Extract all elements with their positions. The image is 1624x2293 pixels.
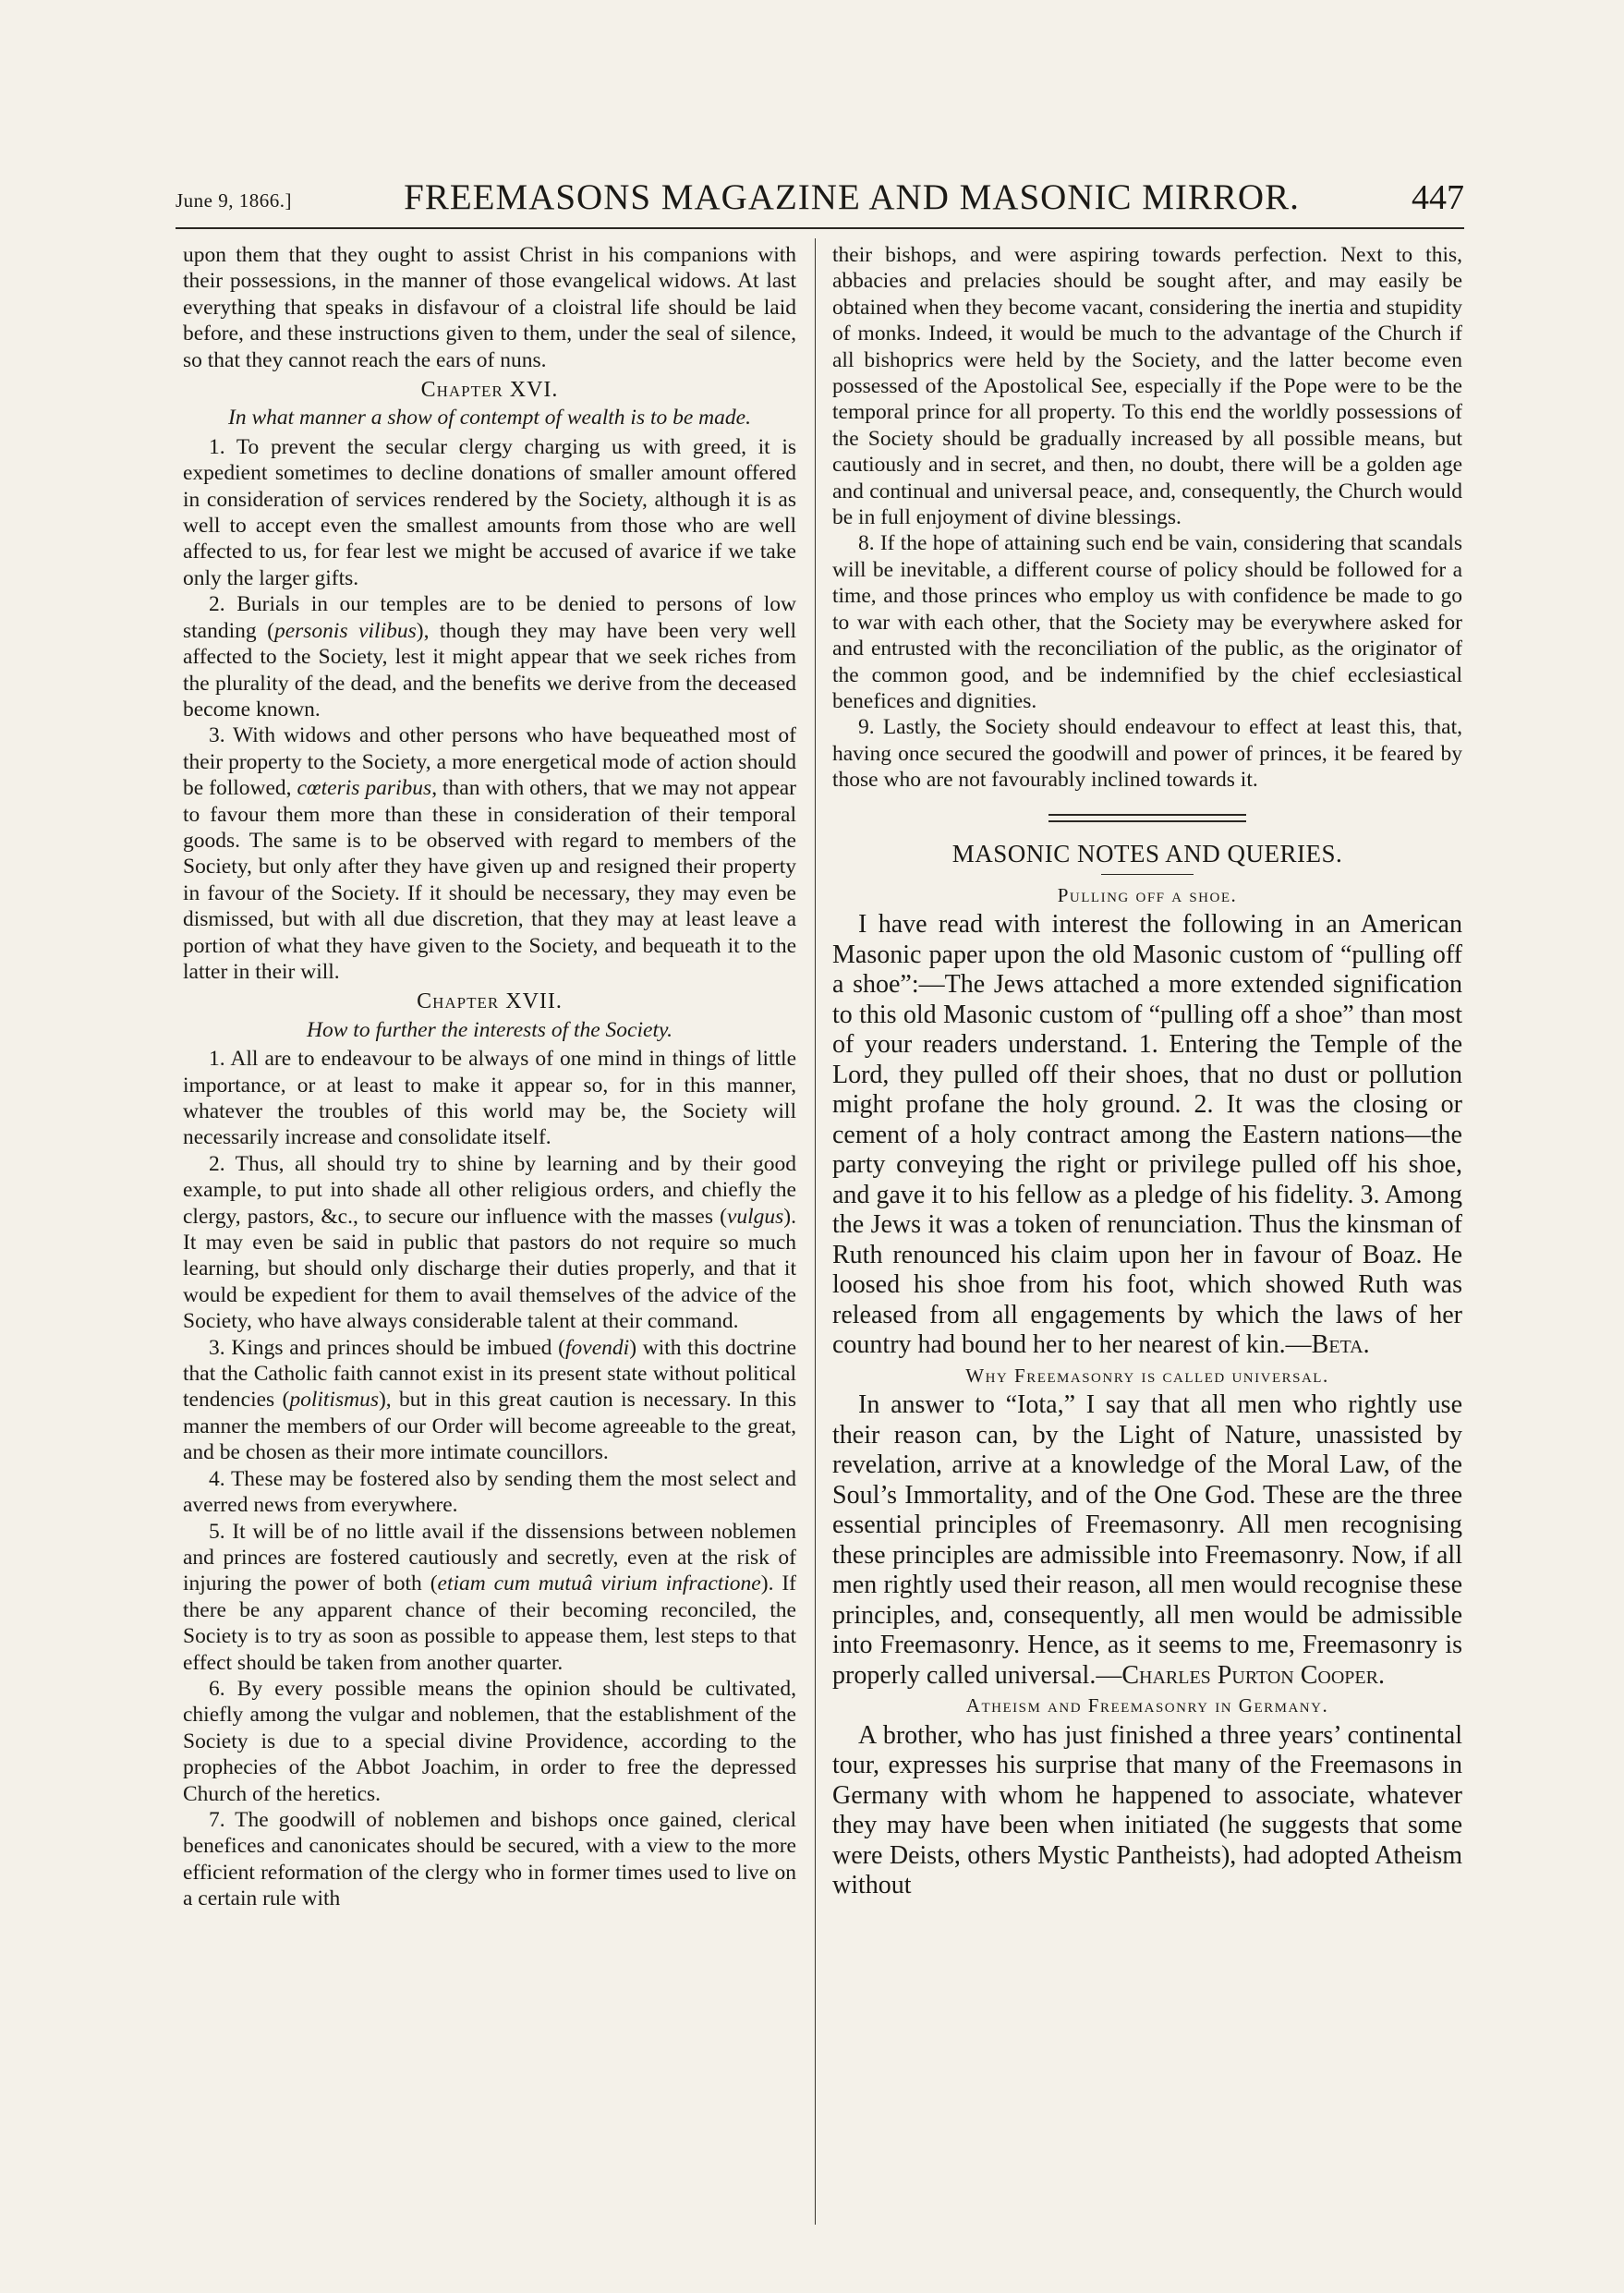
page-number: 447: [1412, 178, 1464, 217]
text-run: 3. With widows and other persons who have bequeathed most of their property to the Society, a more energetical mode of action should be followed,: [183, 723, 796, 801]
paragraph: [832, 910, 1462, 1361]
subsection-heading: Why Freemasonry is called universal.: [965, 1364, 1329, 1387]
text-run: ). If there be any apparent chance of their becoming reconciled, the Society is to try as soon as possible to appease them, lest steps to that effect should be taken from another quarter.: [183, 1571, 797, 1675]
paragraph: 8. If the hope of attaining such end be vain, considering that scandals will be inevitable, a different course of policy should be followed for a time, and those princes who employ us with confidence be made to go to war with each other, that the Society may be everywhere asked for and entrusted with the reconciliation of the public, as the originator of the common good, and be indemnified by the chief ecclesiastical benefices and dignities.: [832, 531, 1462, 713]
text-run: , than with others, that we may not appear to favour them more than these in consideration of their temporal goods. The same is to be observed with regard to members of the Society, but only after they have given up and resigned their property in favour of the Society. If it should be necessary, they may even be dismissed, but with all due discretion, that they may at least leave a portion of what they have given to the Society, and bequeath it to the latter in their will.: [183, 776, 796, 984]
paragraph: 7. The goodwill of noblemen and bishops once gained, clerical benefices and canonicates should be secured, with a view to the more efficient reformation of the clergy who in former times used to live on a certain rule with: [183, 1807, 796, 1911]
right-column: [832, 242, 1462, 1901]
signature: Charles Purton Cooper.: [1121, 1660, 1385, 1690]
chapter-subtitle: How to further the interests of the Society.: [307, 1017, 673, 1042]
paragraph: [183, 591, 796, 722]
subsection-heading: Atheism and Freemasonry in Germany.: [965, 1694, 1329, 1717]
text-run: In answer to “Iota,” I say that all men who rightly use their reason can, by the Light of Nature, unassisted by revelation, arrive at a knowledge of the Moral Law, of the Soul’s Immortality, and of the One God. These are the three essential principles of Freemasonry. All men recognising these principles are admissible into Freemasonry. Now, if all men rightly used their reason, all men would recognise these principles, and, consequently, all men would be admissible into Freemasonry. Hence, as it seems to me, Freemasonry is properly called universal.—: [832, 1390, 1462, 1690]
text-run: ) with this doctrine that the Catholic faith cannot exist in its present state without political tendencies (: [183, 1335, 796, 1413]
chapter-heading: Chapter XVII.: [417, 989, 563, 1014]
latin-term: cœteris paribus: [297, 776, 432, 801]
text-run: 5. It will be of no little avail if the dissensions between noblemen and princes are fostered cautiously and secretly, even at the risk of injuring the power of both (: [183, 1519, 796, 1596]
text-run: ), though they may have been very well affected to the Society, lest it might appear that we seek riches from the plurality of the dead, and the benefits we derive from the deceased become known.: [183, 618, 796, 722]
latin-term: vulgus: [726, 1204, 784, 1229]
paragraph: their bishops, and were aspiring towards perfection. Next to this, abbacies and prelacies should be sought after, and may easily be obtained when they become vacant, considering the inertia and stupidity of monks. Indeed, it would be much to the advantage of the Church if all bishoprics were held by the Society, and the latter become even possessed of the Apostolical See, especially if the Pope were to be the temporal prince for all property. To this end the worldly possessions of the Society should be gradually increased by all possible means, but cautiously and in secret, and then, no doubt, there will be a golden age and continual and universal peace, and, consequently, the Church would be in full enjoyment of divine blessings.: [832, 243, 1462, 530]
paragraph: 4. These may be fostered also by sending them the most select and averred news from everywhere.: [183, 1466, 796, 1518]
text-run: ). It may even be said in public that pastors do not require so much learning, but should only discharge their duties properly, and that it would be expedient for them to avail themselves of the advice of the Society, who have always considerable talent at their command.: [183, 1204, 796, 1334]
header-rule: [176, 227, 1464, 229]
subsection-heading: Pulling off a shoe.: [1057, 883, 1238, 906]
section-divider: [1048, 814, 1246, 822]
latin-term: politismus: [289, 1388, 379, 1413]
latin-term: fovendi: [565, 1335, 630, 1360]
paragraph: 1. To prevent the secular clergy charging us with greed, it is expedient sometimes to decline donations of smaller amount offered in consideration of services rendered by the Society, although it is as well to accept even the smallest amounts from those who are well affected to us, for fear lest we might be accused of avarice if we take only the larger gifts.: [183, 434, 796, 590]
paragraph: 6. By every possible means the opinion should be cultivated, chiefly among the vulgar and noblemen, that the establishment of the Society is due to a special divine Providence, according to the prophecies of the Abbot Joachim, in order to free the depressed Church of the heretics.: [183, 1676, 796, 1806]
text-run: 3. Kings and princes should be imbued (: [209, 1335, 566, 1360]
chapter-heading: Chapter XVI.: [420, 378, 559, 403]
page-header: [176, 163, 1464, 218]
left-column: [183, 242, 796, 1912]
latin-term: etiam cum mutuâ virium infractione: [437, 1571, 761, 1596]
issue-date: June 9, 1866.]: [176, 189, 292, 212]
paragraph: [183, 1519, 796, 1676]
column-divider: [815, 238, 816, 2225]
signature: Beta.: [1311, 1330, 1370, 1360]
paragraph: [832, 1390, 1462, 1691]
paragraph: A brother, who has just finished a three years’ continental tour, expresses his surprise that many of the Freemasons in Germany with whom he happened to associate, whatever they may have been when initiated (he suggests that some were Deists, others Mystic Pantheists), had adopted Atheism without: [832, 1720, 1462, 1900]
text-run: I have read with interest the following in an American Masonic paper upon the old Masonic custom of “pulling off a shoe”:—The Jews attached a more extended signification to this old Masonic custom of “pulling off a shoe” than most of your readers understand. 1. Entering the Temple of the Lord, they pulled off their shoes, that no dust or pollution might profane the holy ground. 2. It was the closing or cement of a holy contract among the Eastern nations—the party conveying the right or privilege pulled off his shoe, and gave it to his fellow as a pledge of his fidelity. 3. Among the Jews it was a token of renunciation. Thus the kinsman of Ruth renounced his claim upon her in favour of Boaz. He loosed his shoe from his foot, which showed Ruth was released from all engagements by which the laws of her country had bound her to her nearest of kin.—: [832, 910, 1462, 1360]
text-run: ), but in this great caution is necessary. In this manner the members of our Order will become agreeable to the great, and be chosen as their more intimate councillors.: [183, 1388, 796, 1465]
masthead-title: FREEMASONS MAGAZINE AND MASONIC MIRROR.: [404, 177, 1300, 217]
paragraph: 9. Lastly, the Society should endeavour to effect at least this, that, having once secured the goodwill and power of princes, it be feared by those who are not favourably inclined towards it.: [832, 715, 1462, 793]
chapter-subtitle: In what manner a show of contempt of wealth is to be made.: [228, 406, 751, 431]
heading-rule: [1101, 874, 1194, 875]
paragraph: [183, 722, 796, 985]
section-heading: MASONIC NOTES AND QUERIES.: [951, 839, 1343, 867]
paragraph: upon them that they ought to assist Christ in his companions with their possessions, in the manner of those evangelical widows. At last everything that speaks in disfavour of a cloistral life should be laid before, and these instructions given to them, under the seal of silence, so that they cannot reach the ears of nuns.: [183, 243, 796, 372]
text-run: 2. Burials in our temples are to be denied to persons of low standing (: [183, 592, 796, 643]
text-run: 2. Thus, all should try to shine by learning and by their good example, to put into shade all other religious orders, and chiefly the clergy, pastors, &c., to secure our influence with the masses (: [183, 1151, 796, 1229]
latin-term: personis vilibus: [273, 618, 417, 643]
paragraph: [183, 1335, 796, 1466]
paragraph: [183, 1151, 796, 1335]
paragraph: 1. All are to endeavour to be always of one mind in things of little importance, or at least to make it appear so, for in this manner, whatever the troubles of this world may be, the Society will necessarily increase and consolidate itself.: [183, 1047, 796, 1150]
